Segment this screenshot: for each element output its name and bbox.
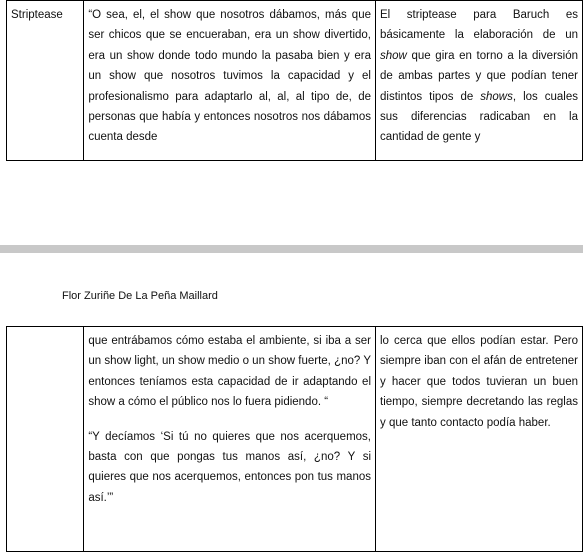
analysis-table-top <box>6 0 583 161</box>
quote-cell <box>84 327 376 552</box>
category-cell <box>7 1 84 161</box>
analysis-cell <box>376 327 583 552</box>
quote-cell <box>84 1 376 161</box>
page-header: Flor Zuriñe De La Peña Maillard <box>62 290 218 302</box>
analysis-italic-show: show <box>380 49 407 62</box>
category-cell <box>7 327 84 552</box>
quote-text: “Y decíamos ‘Si tú no quieres que nos acerquemos, basta con que pongas tus manos así, ¿no? Y si quieres que nos acerquemos, entonces pon tus manos así.’” <box>88 430 371 504</box>
table-row <box>7 327 583 552</box>
analysis-text <box>380 5 578 148</box>
paragraph-spacer <box>88 413 371 427</box>
page-top <box>0 0 583 245</box>
page-bottom <box>0 253 583 551</box>
analysis-table-bottom <box>6 326 583 552</box>
analysis-italic-shows: shows <box>480 90 513 103</box>
category-label: Striptease <box>11 9 63 21</box>
table-row <box>7 1 583 161</box>
analysis-text-part: que gira en torno a la diversión de ambas partes y que podían tener distintos tipos de <box>380 49 578 103</box>
page-break <box>0 245 583 253</box>
quote-text: “O sea, el, el show que nosotros dábamos, más que ser chicos que se encueraban, era un show divertido, era un show donde todo mundo la pasaba bien y era un show que nosotros tuvimos la capacidad y el profesionalismo para adaptarlo al, al, al tipo de, de personas que había y entonces nosotros nos dábamos cuenta desde <box>88 9 371 144</box>
analysis-text-part: , los cuales sus diferencias radicaban en la cantidad de gente y <box>380 90 579 144</box>
analysis-cell <box>376 1 583 161</box>
quote-text: que entrábamos cómo estaba el ambiente, si iba a ser un show light, un show medio o un show fuerte, ¿no? Y entonces teníamos esta capacidad de ir adaptando el show a cómo el público nos lo fuera pidiendo. “ <box>88 335 371 409</box>
analysis-text-part: El striptease para Baruch es básicamente la elaboración de un <box>380 9 578 42</box>
analysis-text: lo cerca que ellos podían estar. Pero siempre iban con el afán de entretener y hacer que todos tuvieran un buen tiempo, siempre decretando las reglas y que tanto contacto podía haber. <box>380 335 578 429</box>
